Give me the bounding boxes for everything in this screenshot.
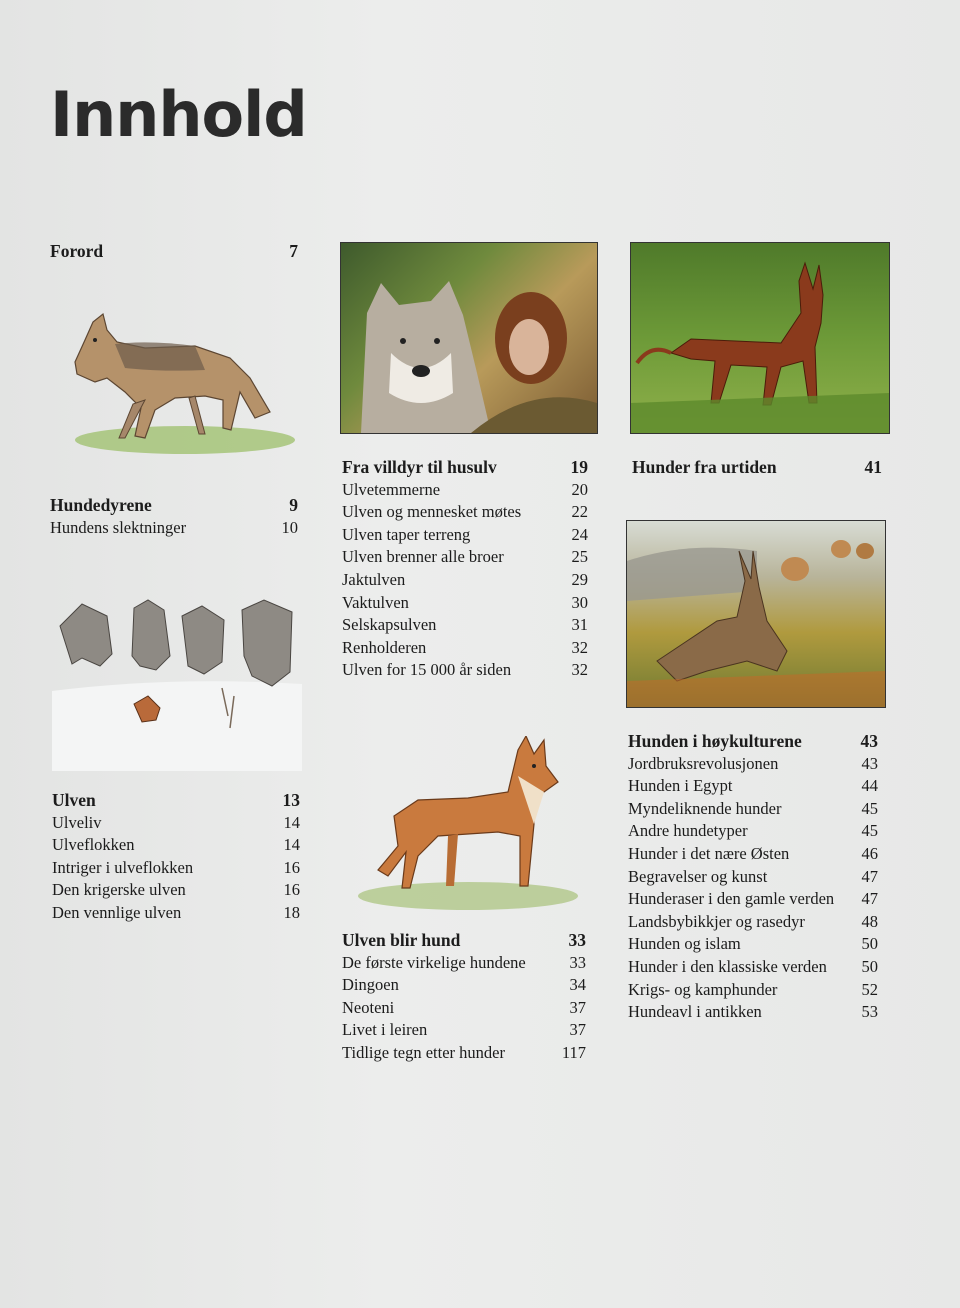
toc-entry-label: Selskapsulven — [342, 615, 437, 635]
toc-page-number: 45 — [861, 798, 878, 818]
toc-page-number: 14 — [283, 812, 300, 832]
toc-page-number: 34 — [569, 975, 586, 995]
toc-entry-label: Dingoen — [342, 975, 399, 995]
toc-entry[interactable] — [628, 1001, 878, 1024]
toc-page-number: 45 — [861, 821, 878, 841]
toc-page-number: 10 — [281, 517, 298, 537]
photo-pharaoh-hound — [630, 242, 890, 434]
toc-page-number: 48 — [861, 911, 878, 931]
toc-entry[interactable] — [342, 546, 588, 569]
toc-entry[interactable] — [628, 866, 878, 889]
page-title: Innhold — [50, 78, 307, 151]
toc-entry[interactable] — [628, 820, 878, 843]
toc-heading-label: Forord — [50, 241, 104, 261]
toc-section-ulven-blir-hund — [342, 929, 586, 1065]
toc-page-number: 53 — [861, 1002, 878, 1022]
dingo-illustration — [348, 736, 588, 912]
toc-page-number: 13 — [282, 790, 300, 810]
toc-entry-label: Myndeliknende hunder — [628, 798, 782, 818]
toc-page-number: 41 — [864, 457, 882, 477]
toc-section-hoykulturene — [628, 730, 878, 1024]
toc-entry-label: Ulven og mennesket møtes — [342, 502, 522, 522]
toc-entry[interactable] — [628, 979, 878, 1002]
toc-heading-label: Hunder fra urtiden — [632, 457, 777, 477]
toc-entry-label: Begravelser og kunst — [628, 866, 768, 886]
toc-heading-label: Ulven — [52, 790, 96, 810]
toc-entry-label: Hundens slektninger — [50, 517, 187, 537]
toc-page-number: 22 — [571, 502, 588, 522]
toc-heading[interactable] — [50, 494, 298, 517]
toc-entry[interactable] — [628, 753, 878, 776]
toc-page-number: 20 — [571, 479, 588, 499]
toc-page-number: 31 — [571, 615, 588, 635]
toc-entry[interactable] — [342, 479, 588, 502]
wolf-pack-illustration — [52, 596, 302, 771]
toc-entry-label: Jordbruksrevolusjonen — [628, 753, 779, 773]
toc-entry[interactable] — [342, 659, 588, 682]
toc-entry-label: Landsbybikkjer og rasedyr — [628, 911, 805, 931]
toc-entry[interactable] — [342, 569, 588, 592]
toc-heading-label: Fra villdyr til husulv — [342, 457, 497, 477]
toc-entry[interactable] — [52, 879, 300, 902]
toc-entry-label: Ulveflokken — [52, 835, 135, 855]
toc-entry[interactable] — [628, 956, 878, 979]
toc-entry-label: Andre hundetyper — [628, 821, 748, 841]
toc-entry[interactable] — [52, 834, 300, 857]
toc-entry-label: Vaktulven — [342, 592, 409, 612]
toc-entry[interactable] — [628, 798, 878, 821]
toc-entry[interactable] — [628, 911, 878, 934]
toc-heading-label: Ulven blir hund — [342, 930, 461, 950]
toc-entry[interactable] — [342, 997, 586, 1020]
toc-entry[interactable] — [342, 637, 588, 660]
toc-entry[interactable] — [628, 933, 878, 956]
toc-entry[interactable] — [342, 501, 588, 524]
toc-entry[interactable] — [342, 524, 588, 547]
toc-heading-label: Hunden i høykulturene — [628, 731, 802, 751]
wolf-walking-illustration — [55, 300, 295, 460]
toc-entry-label: Ulven for 15 000 år siden — [342, 660, 512, 680]
toc-section-forord — [50, 240, 298, 263]
toc-page-number: 33 — [569, 952, 586, 972]
toc-entry-label: Hunden og islam — [628, 934, 741, 954]
toc-heading[interactable] — [50, 240, 298, 263]
toc-page-number: 29 — [571, 569, 588, 589]
toc-entry-label: Tidlige tegn etter hunder — [342, 1042, 505, 1062]
illustration-hare-and-beagles — [626, 520, 886, 708]
toc-entry-label: Ulven brenner alle broer — [342, 547, 504, 567]
toc-heading[interactable] — [342, 929, 586, 952]
toc-entry-label: Ulveliv — [52, 812, 102, 832]
toc-entry-label: Hundeavl i antikken — [628, 1002, 762, 1022]
toc-section-ulven — [52, 789, 300, 925]
toc-page-number: 50 — [861, 934, 878, 954]
toc-page-number: 44 — [861, 776, 878, 796]
toc-entry[interactable] — [628, 843, 878, 866]
toc-page-number: 14 — [283, 835, 300, 855]
toc-entry[interactable] — [342, 1042, 586, 1065]
toc-entry[interactable] — [628, 775, 878, 798]
toc-entry-label: Krigs- og kamphunder — [628, 979, 778, 999]
toc-entry[interactable] — [342, 974, 586, 997]
toc-page-number: 43 — [860, 731, 878, 751]
toc-entry-label: Hunder i den klassiske verden — [628, 956, 827, 976]
toc-entry[interactable] — [52, 812, 300, 835]
toc-entry[interactable] — [50, 517, 298, 540]
toc-entry-label: Den krigerske ulven — [52, 880, 186, 900]
toc-page-number: 18 — [283, 902, 300, 922]
toc-entry-label: Hunder i det nære Østen — [628, 843, 790, 863]
toc-page-number: 47 — [861, 889, 878, 909]
toc-page-number: 7 — [289, 241, 298, 261]
toc-entry-label: Den vennlige ulven — [52, 902, 182, 922]
toc-page-number: 43 — [861, 753, 878, 773]
toc-heading-label: Hundedyrene — [50, 495, 152, 515]
toc-entry-label: Jaktulven — [342, 569, 406, 589]
toc-page-number: 19 — [570, 457, 588, 477]
toc-page-number: 9 — [289, 495, 298, 515]
toc-page-number: 50 — [861, 956, 878, 976]
toc-entry[interactable] — [342, 592, 588, 615]
toc-page-number: 32 — [571, 637, 588, 657]
toc-page-number: 33 — [568, 930, 586, 950]
toc-page-number: 52 — [861, 979, 878, 999]
toc-heading[interactable] — [52, 789, 300, 812]
toc-heading[interactable] — [632, 456, 882, 479]
toc-entry[interactable] — [628, 888, 878, 911]
toc-page-number: 16 — [283, 880, 300, 900]
toc-heading[interactable] — [628, 730, 878, 753]
toc-page-number: 32 — [571, 660, 588, 680]
toc-entry-label: Hunderaser i den gamle verden — [628, 889, 835, 909]
toc-entry-label: Ulvetemmerne — [342, 479, 441, 499]
toc-section-fra-villdyr — [342, 456, 588, 682]
toc-entry-label: Livet i leiren — [342, 1020, 428, 1040]
toc-page-number: 37 — [569, 997, 586, 1017]
toc-page-number: 37 — [569, 1020, 586, 1040]
toc-page-number: 30 — [571, 592, 588, 612]
toc-section-urtiden — [632, 456, 882, 479]
toc-entry[interactable] — [52, 857, 300, 880]
photo-wolf-and-woman — [340, 242, 598, 434]
toc-entry-label: Renholderen — [342, 637, 427, 657]
toc-entry-label: De første virkelige hundene — [342, 952, 526, 972]
toc-page-number: 47 — [861, 866, 878, 886]
toc-entry-label: Hunden i Egypt — [628, 776, 733, 796]
toc-entry[interactable] — [52, 902, 300, 925]
toc-entry[interactable] — [342, 952, 586, 975]
toc-entry-label: Ulven taper terreng — [342, 524, 471, 544]
toc-entry-label: Neoteni — [342, 997, 395, 1017]
toc-page-number: 24 — [571, 524, 588, 544]
toc-section-hundedyrene — [50, 494, 298, 539]
toc-entry-label: Intriger i ulveflokken — [52, 857, 194, 877]
toc-page-number: 117 — [561, 1042, 586, 1062]
toc-page-number: 25 — [571, 547, 588, 567]
toc-page-number: 46 — [861, 843, 878, 863]
toc-entry[interactable] — [342, 614, 588, 637]
toc-heading[interactable] — [342, 456, 588, 479]
toc-page-number: 16 — [283, 857, 300, 877]
toc-entry[interactable] — [342, 1019, 586, 1042]
